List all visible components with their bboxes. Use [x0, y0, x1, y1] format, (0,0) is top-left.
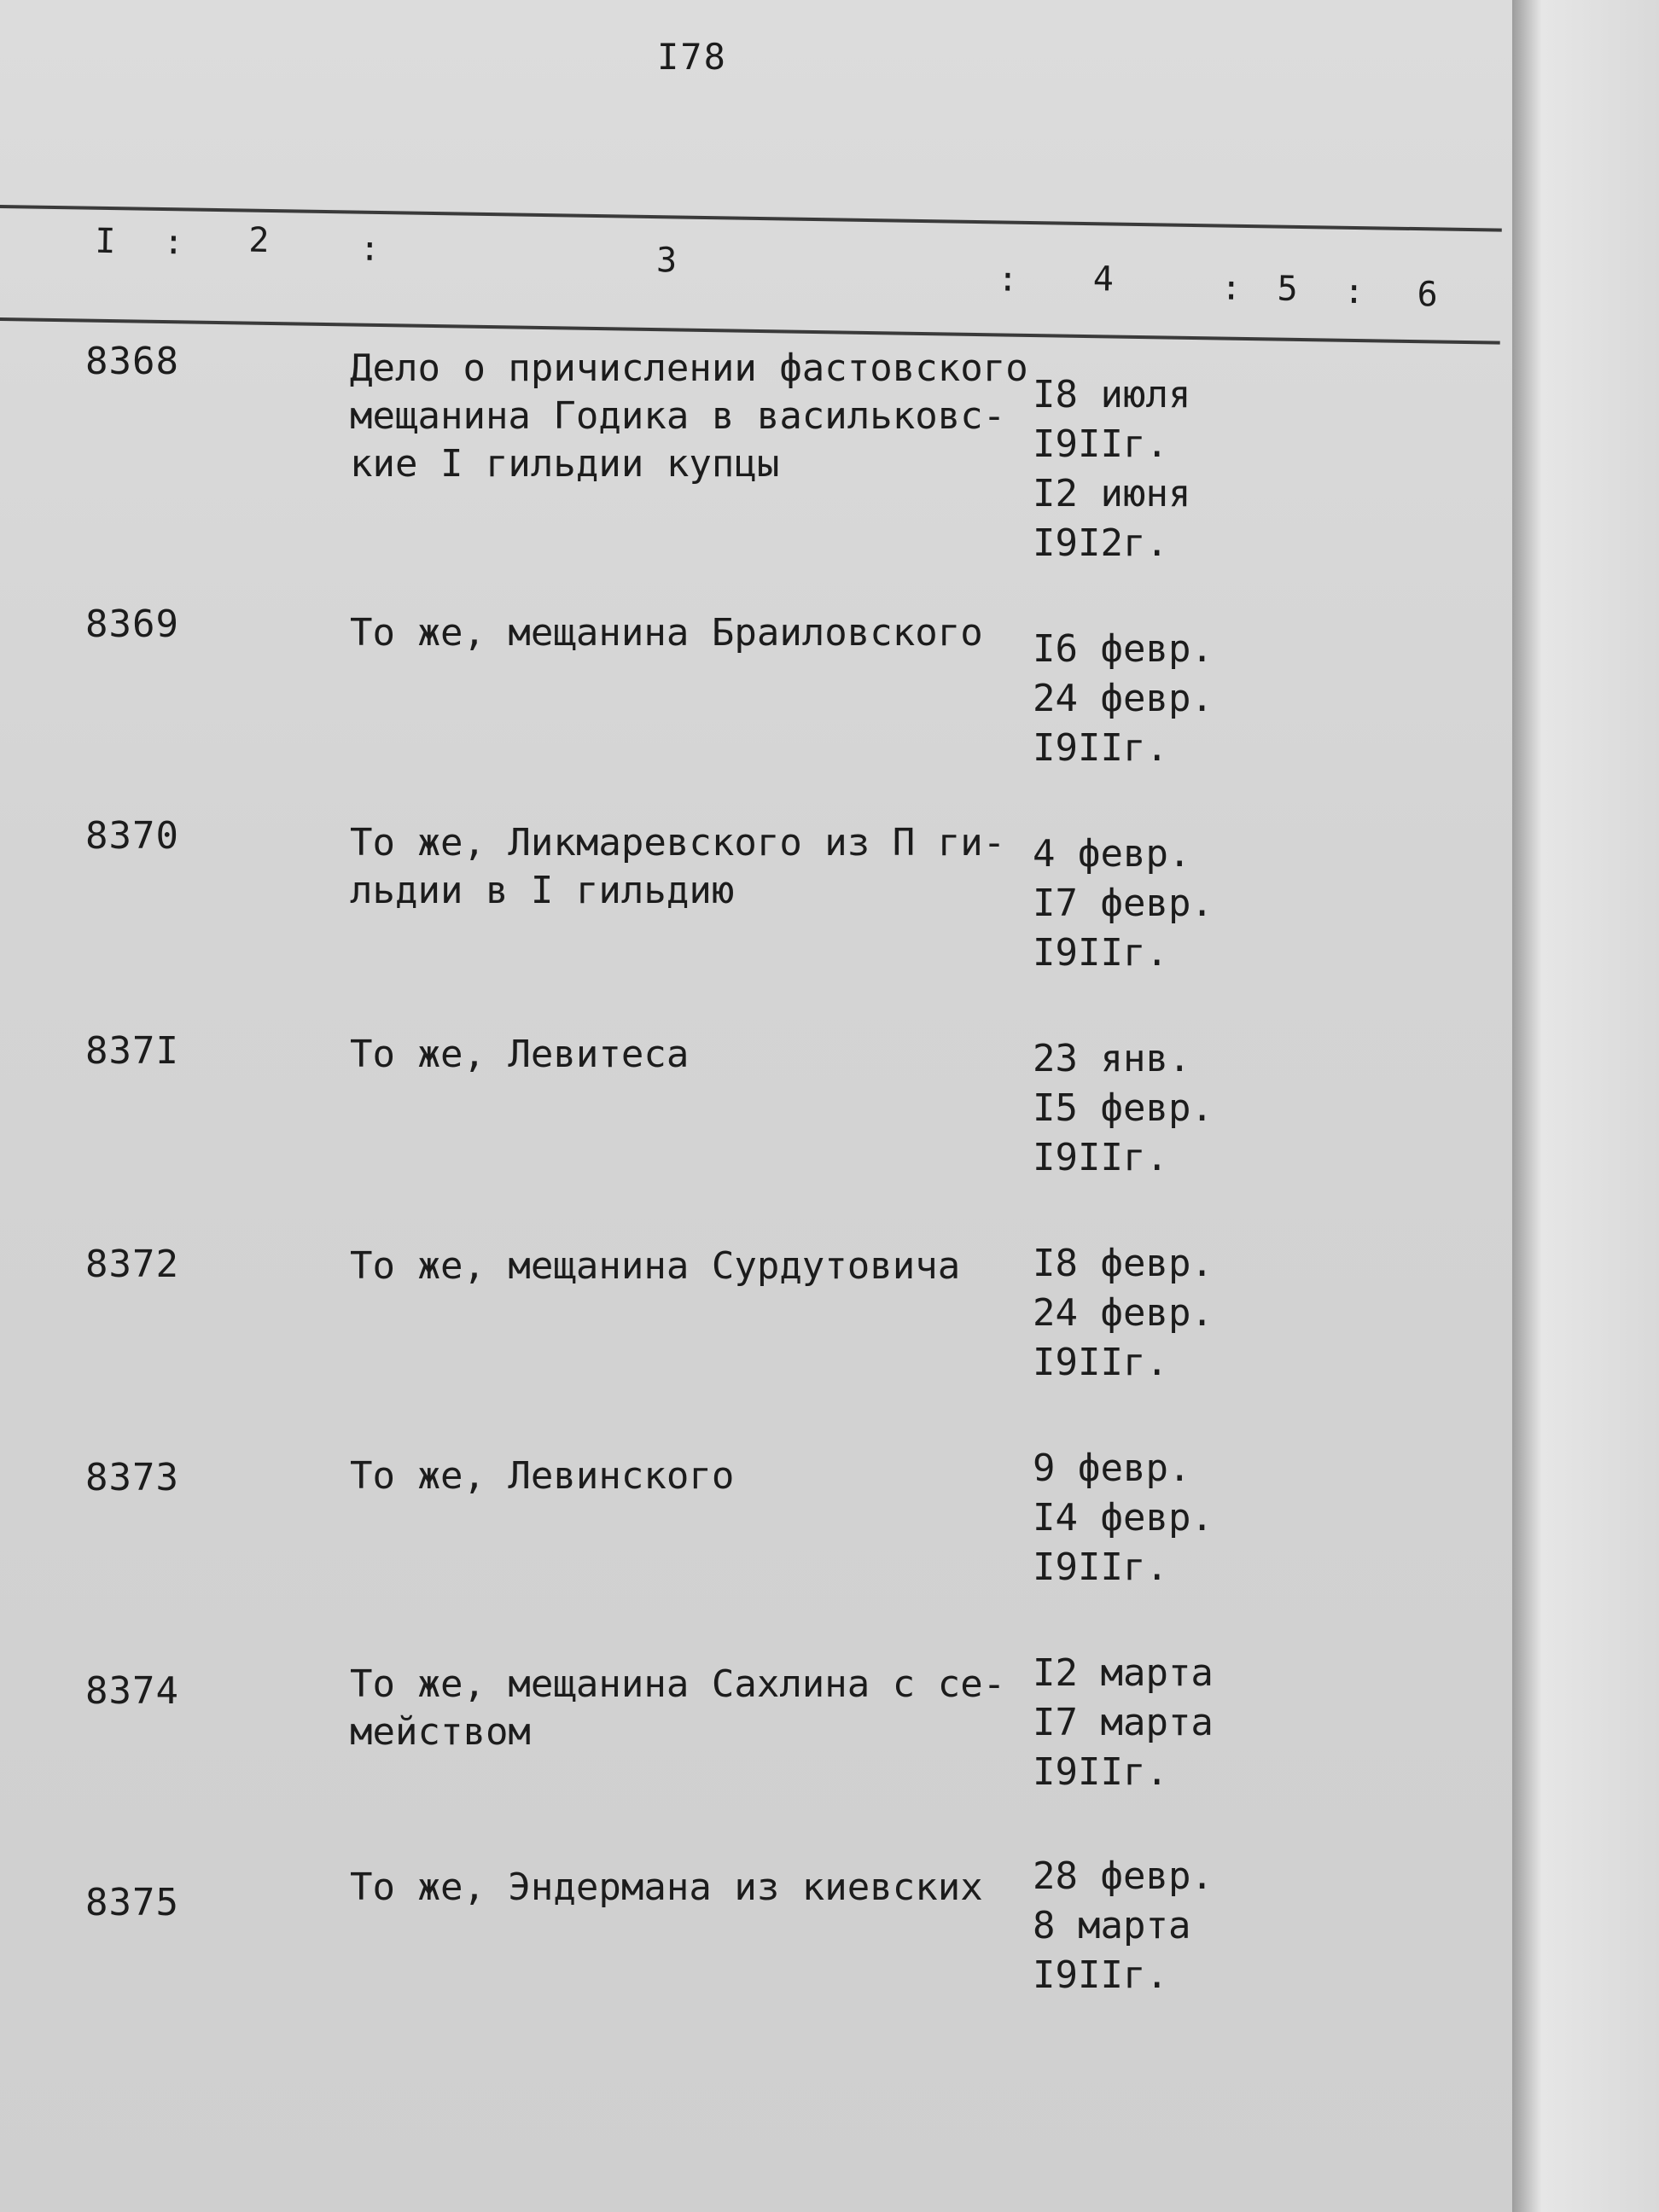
date-line: 24 февр.	[1033, 677, 1214, 720]
description-line: То же, мещанина Сахлина с се-	[350, 1662, 1006, 1706]
description-line: льдии в I гильдию	[350, 869, 735, 912]
date-line: I9IIг.	[1033, 1750, 1168, 1794]
entry-description	[350, 819, 1007, 915]
entry-dates	[1033, 625, 1254, 773]
date-line: I7 марта	[1033, 1701, 1214, 1744]
column-separator: :	[1220, 268, 1243, 308]
column-separator: :	[162, 223, 184, 263]
entry-dates	[1033, 370, 1254, 568]
header-top-rule	[0, 205, 1502, 232]
date-line: 8 марта	[1033, 1904, 1191, 1947]
entry-description	[350, 1243, 1007, 1290]
column-separator: :	[1343, 271, 1365, 312]
entry-number: 8368	[85, 340, 179, 383]
entry-number: 8372	[85, 1243, 179, 1286]
page-number: I78	[657, 36, 727, 78]
description-line: То же, Левинского	[350, 1454, 735, 1498]
column-header-4: 4	[1092, 259, 1115, 300]
entry-dates	[1033, 1649, 1254, 1797]
column-separator: :	[358, 229, 381, 269]
date-line: I9IIг.	[1033, 422, 1168, 466]
description-line: То же, Левитеса	[350, 1033, 690, 1076]
entry-description	[350, 1864, 1007, 1912]
date-line: I5 февр.	[1033, 1086, 1214, 1130]
date-line: 4 февр.	[1033, 832, 1191, 876]
entry-description	[350, 1452, 1007, 1500]
date-line: I8 июля	[1033, 373, 1191, 416]
date-line: I9IIг.	[1033, 726, 1168, 770]
column-header-5: 5	[1277, 269, 1299, 309]
description-line: мейством	[350, 1710, 531, 1754]
entry-number: 8375	[85, 1881, 179, 1924]
entry-number: 837I	[85, 1029, 179, 1073]
entry-dates	[1033, 1239, 1254, 1388]
entry-description	[350, 1031, 1007, 1079]
date-line: I2 марта	[1033, 1651, 1214, 1695]
description-line: То же, Ликмаревского из П ги-	[350, 821, 1006, 864]
date-line: I9IIг.	[1033, 931, 1168, 975]
date-line: I9IIг.	[1033, 1341, 1168, 1384]
date-line: I8 февр.	[1033, 1242, 1214, 1285]
date-line: I9IIг.	[1033, 1953, 1168, 1997]
column-header-1: I	[94, 221, 116, 262]
description-line: Дело о причислении фастовского	[350, 346, 1028, 390]
date-line: I9IIг.	[1033, 1545, 1168, 1589]
date-line: I2 июня	[1033, 472, 1191, 515]
date-line: I6 февр.	[1033, 627, 1214, 671]
date-line: I9I2г.	[1033, 521, 1168, 565]
entry-dates	[1033, 830, 1254, 978]
date-line: I9IIг.	[1033, 1136, 1168, 1179]
entry-description	[350, 1661, 1007, 1756]
entry-dates	[1033, 1852, 1254, 2000]
date-line: I4 февр.	[1033, 1496, 1214, 1540]
entry-number: 8370	[85, 814, 179, 858]
page-edge-shadow	[1512, 0, 1659, 2212]
description-line: кие I гильдии купцы	[350, 442, 780, 486]
column-separator: :	[997, 259, 1019, 300]
column-header-6: 6	[1417, 275, 1439, 315]
entry-number: 8373	[85, 1456, 179, 1499]
description-line: То же, Эндермана из киевских	[350, 1866, 983, 1909]
date-line: I7 февр.	[1033, 882, 1214, 925]
column-header-2: 2	[248, 220, 270, 260]
date-line: 9 февр.	[1033, 1447, 1191, 1490]
date-line: 24 февр.	[1033, 1291, 1214, 1335]
entry-number: 8369	[85, 602, 179, 646]
description-line: То же, мещанина Браиловского	[350, 611, 983, 655]
entry-description	[350, 609, 1007, 657]
date-line: 28 февр.	[1033, 1854, 1214, 1898]
entry-dates	[1033, 1444, 1254, 1592]
entry-number: 8374	[85, 1669, 179, 1713]
column-header-3: 3	[655, 241, 678, 281]
description-line: мещанина Годика в васильковс-	[350, 394, 1006, 438]
header-bottom-rule	[0, 317, 1500, 345]
date-line: 23 янв.	[1033, 1037, 1191, 1080]
column-header-band	[0, 205, 1502, 348]
entry-dates	[1033, 1034, 1254, 1183]
description-line: То же, мещанина Сурдутовича	[350, 1244, 961, 1288]
entry-description	[350, 345, 1028, 488]
